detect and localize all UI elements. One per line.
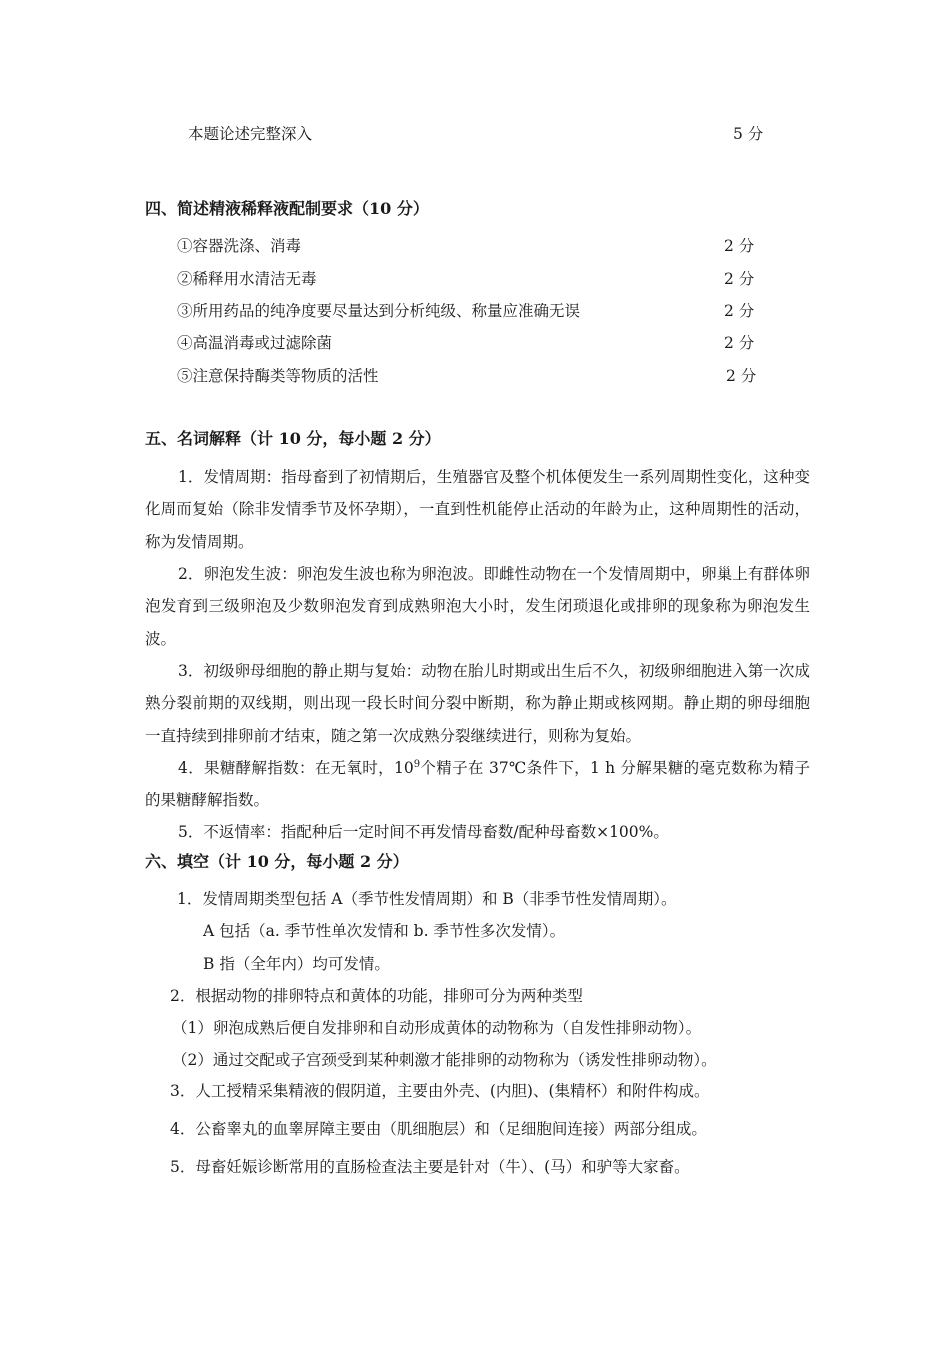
section4-score-5: 2 分 [726, 367, 757, 385]
definition-estrous-cycle: 1．发情周期：指母畜到了初情期后，生殖器官及整个机体便发生一系列周期性变化，这种变化周而复始（除非发情季节及怀孕期），一直到性机能停止活动的年龄为止，这种周期性的活动，称为发情周期。 [145, 468, 810, 551]
fill-line-3: B 指（全年内）均可发情。 [203, 955, 390, 973]
top-item-score: 5 分 [733, 125, 764, 143]
fill-line-8: 4．公畜睾丸的血睾屏障主要由（肌细胞层）和（足细胞间连接）两部分组成。 [170, 1120, 707, 1138]
definition-non-return-rate: 5．不返情率：指配种后一定时间不再发情母畜数/配种母畜数×100%。 [178, 823, 669, 841]
fill-line-9: 5．母畜妊娠诊断常用的直肠检查法主要是针对（牛）、(马）和驴等大家畜。 [170, 1158, 690, 1176]
fill-line-5: （1）卵泡成熟后便自发排卵和自动形成黄体的动物称为（自发性排卵动物）。 [172, 1019, 702, 1037]
exponent: 9 [413, 758, 421, 770]
fill-line-7: 3．人工授精采集精液的假阴道，主要由外壳、(内胆)、(集精杯）和附件构成。 [170, 1082, 710, 1100]
fructolysis-text-end: 个精子在 37℃条件下，1 h 分解果糖的毫克数称为精子的果糖酵解指数。 [145, 759, 810, 810]
section4-score-4: 2 分 [724, 334, 755, 352]
definition-fructolysis-index [145, 752, 810, 817]
fill-line-4: 2．根据动物的排卵特点和黄体的功能，排卵可分为两种类型 [170, 987, 583, 1005]
fill-line-1: 1．发情周期类型包括 A（季节性发情周期）和 B（非季节性发情周期）。 [177, 890, 677, 908]
section4-score-2: 2 分 [724, 270, 755, 288]
top-item-text: 本题论述完整深入 [188, 125, 313, 143]
definition-follicular-wave: 2．卵泡发生波：卵泡发生波也称为卵泡波。即雌性动物在一个发情周期中，卵巢上有群体卵泡发育到三级卵泡及少数卵泡发育到成熟卵泡大小时，发生闭琐退化或排卵的现象称为卵泡发生波。 [145, 565, 810, 648]
section4-item-1: ①容器洗涤、消毒 [177, 237, 302, 255]
definition-oocyte-dictyate: 3．初级卵母细胞的静止期与复始：动物在胎儿时期或出生后不久，初级卵细胞进入第一次成熟分裂前期的双线期，则出现一段长时间分裂中断期，称为静止期或核网期。静止期的卵母细胞一直持续到排卵前才结束，随之第一次成熟分裂继续进行，则称为复始。 [145, 662, 810, 745]
section4-score-1: 2 分 [724, 237, 755, 255]
section4-item-5: ⑤注意保持酶类等物质的活性 [177, 367, 379, 385]
section4-score-3: 2 分 [724, 302, 755, 320]
section4-item-4: ④高温消毒或过滤除菌 [177, 334, 333, 352]
section4-item-2: ②稀释用水清洁无毒 [177, 270, 317, 288]
section4-item-3: ③所用药品的纯净度要尽量达到分析纯级、称量应准确无误 [177, 302, 581, 320]
section6-heading: 六、填空（计 10 分，每小题 2 分） [145, 852, 409, 871]
section5-heading: 五、名词解释（计 10 分，每小题 2 分） [145, 429, 441, 448]
fructolysis-text-start: 4．果糖酵解指数：在无氧时，10 [178, 759, 414, 777]
fill-line-6: （2）通过交配或子宫颈受到某种刺激才能排卵的动物称为（诱发性排卵动物）。 [172, 1051, 717, 1069]
fill-line-2: A 包括（a. 季节性单次发情和 b. 季节性多次发情）。 [203, 922, 566, 940]
section4-heading: 四、简述精液稀释液配制要求（10 分） [145, 199, 429, 218]
